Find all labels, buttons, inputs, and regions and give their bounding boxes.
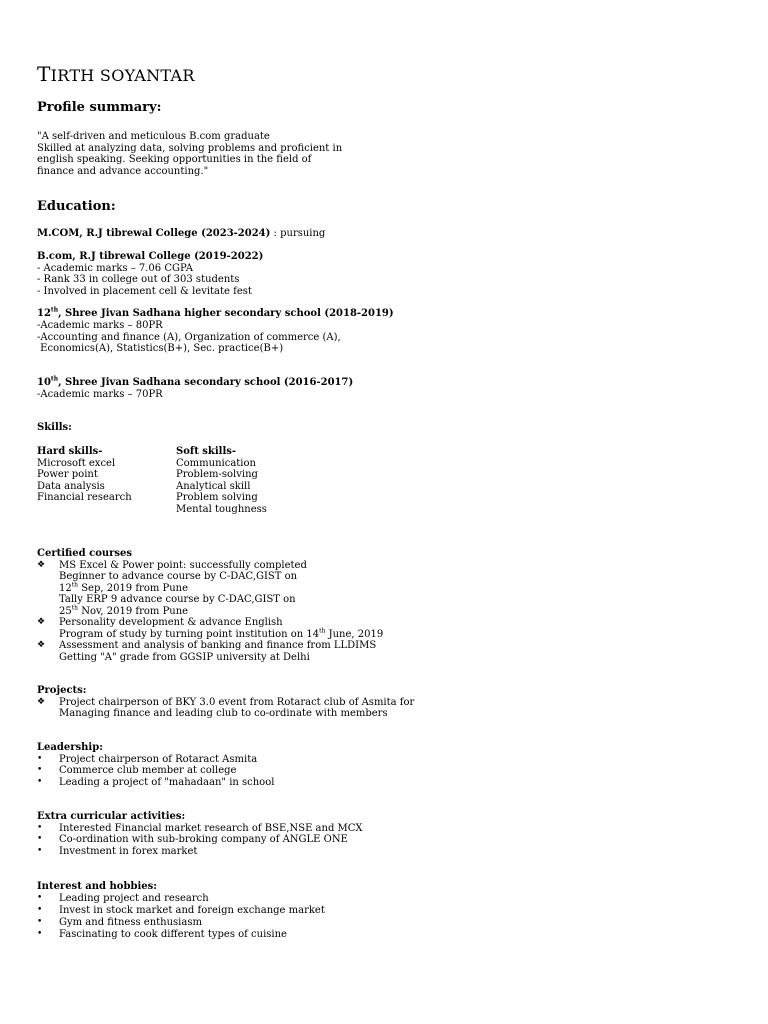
profile-line: finance and advance accounting." [37, 165, 209, 177]
hobby-text: Fascinating to cook different types of cuisine [59, 929, 287, 940]
cert-date-rest: June, 2019 [325, 628, 384, 640]
cert-date-rest: Sep, 2019 from Pune [78, 582, 189, 594]
edu-12th-line: -Accounting and finance (A), Organization of commerce (A), [37, 331, 341, 343]
cert-date-sup: th [71, 581, 79, 589]
profile-line: Skilled at analyzing data, solving problems and proficient in [37, 142, 343, 154]
leadership-text: Project chairperson of Rotaract Asmita [59, 753, 258, 765]
cert-line: MS Excel & Power point: successfully completed [59, 559, 307, 571]
certified-heading: Certified courses [37, 548, 133, 559]
cert-line [59, 583, 188, 594]
hard-skill: Microsoft excel [37, 457, 116, 469]
diamond-bullet-icon: ❖ [37, 640, 46, 650]
edu-12th-sup: th [50, 306, 59, 314]
edu-mcom-title: M.COM, R.J tibrewal College (2023-2024) [37, 228, 271, 239]
soft-skill: Problem solving [176, 492, 258, 503]
hard-skill: Data analysis [37, 480, 105, 492]
name-initial: T [37, 62, 51, 86]
edu-mcom-status: : pursuing [270, 228, 326, 239]
bullet-icon: • [37, 929, 43, 939]
bullet-icon: • [37, 822, 43, 833]
projects-heading: Projects: [37, 685, 87, 696]
edu-10th-num: 10 [37, 377, 51, 388]
soft-skill: Analytical skill [176, 480, 251, 492]
edu-bcom-title: B.com, R.J tibrewal College (2019-2022) [37, 251, 264, 262]
soft-skills-heading: Soft skills- [176, 446, 237, 457]
hobbies-heading: Interest and hobbies: [37, 881, 157, 892]
cert-date-num: 25 [59, 605, 72, 617]
cert-line: Beginner to advance course by C-DAC,GIST on [59, 571, 298, 582]
education-heading: Education: [37, 199, 116, 214]
hobby-text: Gym and fitness enthusiasm [59, 917, 202, 928]
edu-12th-line: -Academic marks – 80PR [37, 320, 163, 331]
diamond-bullet-icon: ❖ [37, 617, 46, 627]
cert-text: Program of study by turning point institution on 14 [59, 628, 320, 640]
soft-skill: Communication [176, 457, 256, 469]
profile-line: english speaking. Seeking opportunities in the field of [37, 154, 312, 165]
cert-line: Getting "A" grade from GGSIP university at Delhi [59, 651, 310, 663]
extracurricular-text: Co-ordination with sub-broking company of ANGLE ONE [59, 834, 348, 845]
bullet-icon: • [37, 845, 43, 856]
project-line: Managing finance and leading club to co-ordinate with members [59, 708, 388, 719]
leadership-text: Commerce club member at college [59, 765, 237, 776]
cert-date-sup: th [319, 627, 326, 635]
edu-bcom-line: - Academic marks – 7.06 CGPA [37, 262, 194, 274]
extracurricular-heading: Extra curricular activities: [37, 811, 186, 822]
leadership-text: Leading a project of "mahadaan" in school [59, 776, 275, 788]
cert-line [59, 629, 383, 640]
cert-date-sup: th [71, 604, 79, 612]
cert-line: Tally ERP 9 advance course by C-DAC,GIST on [59, 594, 296, 605]
edu-12th-line: Economics(A), Statistics(B+), Sec. practice(B+) [37, 343, 284, 354]
project-line: Project chairperson of BKY 3.0 event from Rotaract club of Asmita for [59, 696, 415, 708]
profile-heading: Profile summary: [37, 100, 162, 115]
bullet-icon: • [37, 753, 43, 764]
cert-line: Assessment and analysis of banking and finance from LLDIMS [59, 640, 377, 651]
edu-bcom-line: - Involved in placement cell & levitate fest [37, 285, 252, 297]
cert-line: Personality development & advance English [59, 617, 283, 628]
edu-bcom-line: - Rank 33 in college out of 303 students [37, 274, 240, 285]
diamond-bullet-icon: ❖ [37, 696, 46, 707]
edu-10th-line: -Academic marks – 70PR [37, 389, 163, 400]
edu-12th-title [37, 308, 394, 319]
edu-10th-title [37, 377, 353, 388]
soft-skill: Problem-solving [176, 469, 258, 480]
diamond-bullet-icon: ❖ [37, 559, 46, 570]
extracurricular-text: Investment in forex market [59, 845, 198, 857]
edu-mcom [37, 228, 325, 239]
name-rest: IRTH SOYANTAR [50, 66, 195, 85]
cert-date-rest: Nov, 2019 from Pune [78, 605, 189, 617]
hard-skill: Financial research [37, 492, 132, 503]
hobby-text: Invest in stock market and foreign exchange market [59, 905, 325, 916]
bullet-icon: • [37, 776, 43, 787]
edu-12th-num: 12 [37, 308, 51, 319]
cert-date-num: 12 [59, 582, 72, 594]
hard-skill: Power point [37, 469, 98, 480]
skills-heading: Skills: [37, 422, 72, 433]
edu-10th-rest: , Shree Jivan Sadhana secondary school (2016-2017) [58, 377, 354, 388]
hard-skills-heading: Hard skills- [37, 446, 103, 457]
cert-line [59, 606, 188, 617]
bullet-icon: • [37, 917, 43, 927]
bullet-icon: • [37, 905, 43, 915]
soft-skill: Mental toughness [176, 503, 267, 515]
bullet-icon: • [37, 892, 43, 903]
edu-10th-sup: th [50, 375, 59, 383]
edu-12th-rest: , Shree Jivan Sadhana higher secondary school (2018-2019) [58, 308, 394, 319]
bullet-icon: • [37, 834, 43, 844]
leadership-heading: Leadership: [37, 742, 103, 753]
bullet-icon: • [37, 765, 43, 775]
extracurricular-text: Interested Financial market research of BSE,NSE and MCX [59, 822, 363, 834]
profile-line: "A self-driven and meticulous B.com graduate [37, 131, 270, 142]
hobby-text: Leading project and research [59, 892, 209, 904]
candidate-name [37, 62, 195, 86]
